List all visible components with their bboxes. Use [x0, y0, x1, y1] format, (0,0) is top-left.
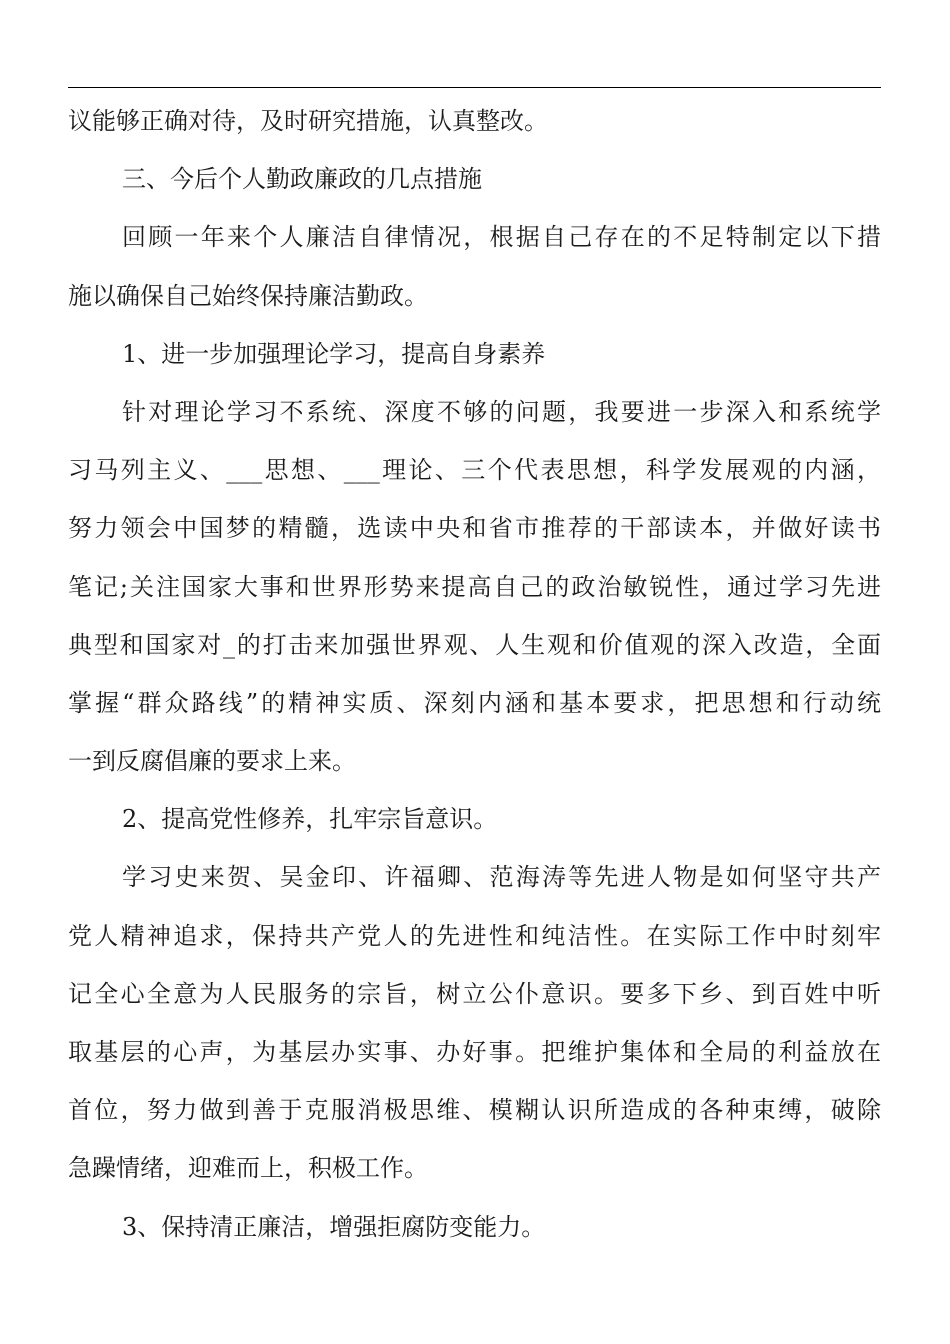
subsection-heading: 1、进一步加强理论学习，提高自身素养 [122, 339, 546, 368]
paragraph-line: 党人精神追求，保持共产党人的先进性和纯洁性。在实际工作中时刻牢 [68, 921, 881, 950]
paragraph-line: 掌握“群众路线”的精神实质、深刻内涵和基本要求，把思想和行动统 [68, 688, 881, 717]
section-heading: 三、今后个人勤政廉政的几点措施 [122, 165, 482, 194]
paragraph-line: 急躁情绪，迎难而上，积极工作。 [68, 1154, 428, 1183]
subsection-heading: 2、提高党性修养，扎牢宗旨意识。 [122, 805, 498, 834]
paragraph-line: 笔记;关注国家大事和世界形势来提高自己的政治敏锐性，通过学习先进 [68, 572, 881, 601]
subsection-heading: 3、保持清正廉洁，增强拒腐防变能力。 [122, 1212, 546, 1241]
paragraph-line: 施以确保自己始终保持廉洁勤政。 [68, 281, 428, 310]
paragraph-line: 首位，努力做到善于克服消极思维、模糊认识所造成的各种束缚，破除 [68, 1096, 881, 1125]
header-rule [68, 87, 881, 88]
paragraph-line: 学习史来贺、吴金印、许福卿、范海涛等先进人物是如何坚守共产 [122, 863, 881, 892]
paragraph-line: 记全心全意为人民服务的宗旨，树立公仆意识。要多下乡、到百姓中听 [68, 979, 881, 1008]
paragraph-line: 习马列主义、___思想、___理论、三个代表思想，科学发展观的内涵， [68, 456, 881, 485]
paragraph-line: 回顾一年来个人廉洁自律情况，根据自己存在的不足特制定以下措 [122, 223, 881, 252]
document-body [68, 92, 881, 1256]
paragraph-line: 针对理论学习不系统、深度不够的问题，我要进一步深入和系统学 [122, 397, 881, 426]
paragraph-line: 取基层的心声，为基层办实事、办好事。把维护集体和全局的利益放在 [68, 1038, 881, 1066]
paragraph-line: 一到反腐倡廉的要求上来。 [68, 747, 356, 776]
paragraph-line: 议能够正确对待，及时研究措施，认真整改。 [68, 107, 548, 135]
paragraph-line: 典型和国家对_的打击来加强世界观、人生观和价值观的深入改造，全面 [68, 630, 881, 659]
paragraph-line: 努力领会中国梦的精髓，选读中央和省市推荐的干部读本，并做好读书 [68, 514, 881, 543]
